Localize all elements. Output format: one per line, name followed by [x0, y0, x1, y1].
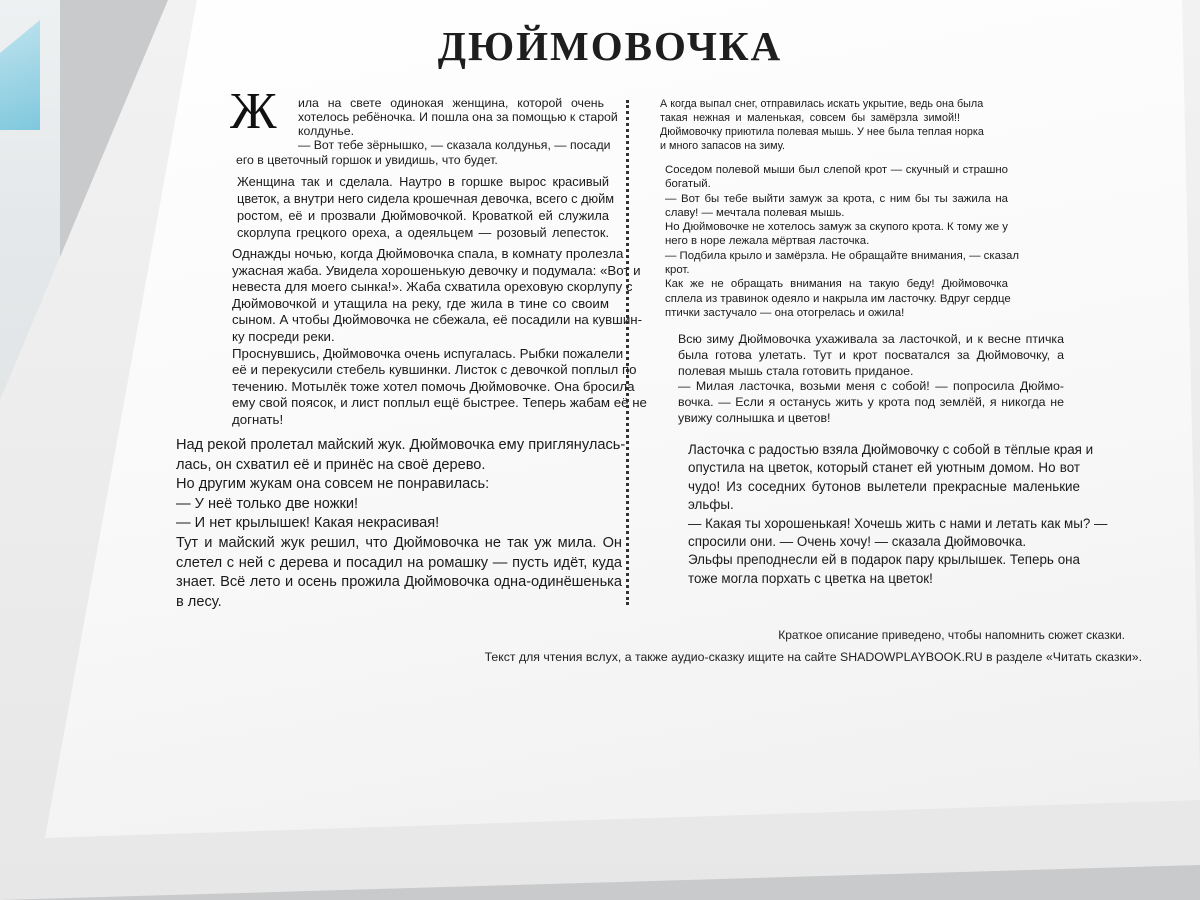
page-title: ДЮЙМОВОЧКА [437, 23, 783, 69]
text-line: была готова улетать. Тут и крот посватался за Дюймовочку, а [678, 347, 1064, 362]
paragraph [660, 97, 984, 153]
text-line: течению. Мотылёк тоже хотел помочь Дюймовочке. Она бросила [232, 378, 635, 394]
text-line: знает. Всё лето и осень прожила Дюймовочка одна-одинёшенька [176, 574, 622, 591]
text-line: Но другим жукам она совсем не понравилась: [176, 476, 490, 493]
paragraph [232, 246, 647, 429]
text-line: Соседом полевой мыши был слепой крот — скучный и страшно [665, 164, 1008, 176]
text-line: цветок, а внутри него сидела крошечная девочка, всего с дюйм [237, 191, 615, 206]
text-line: птички застучало — она отогрелась и ожила! [665, 306, 905, 319]
paragraph [237, 173, 615, 241]
text-line: — Милая ласточка, возьми меня с собой! — попросила Дюймо- [678, 379, 1064, 394]
text-line: Проснувшись, Дюймовочка очень испугалась. Рыбки пожалели [232, 345, 624, 361]
text-line: его в цветочный горшок и увидишь, что будет. [236, 153, 498, 167]
text-line: ему свой поясок, и лист поплыл ещё быстрее. Теперь жабам её не [232, 395, 647, 411]
text-line: ростом, её и прозвали Дюймовочкой. Кроваткой ей служила [237, 208, 609, 223]
text-line: А когда выпал снег, отправилась искать укрытие, ведь она была [660, 98, 984, 110]
text-line: догнать! [232, 411, 284, 427]
column-divider [626, 100, 629, 605]
text-line: сплела из травинок одеяло и накрыла им ласточку. Вдруг сердце [665, 292, 1011, 305]
text-line: славу! — мечтала полевая мышь. [665, 206, 845, 219]
text-line: ила на свете одинокая женщина, которой очень [298, 96, 604, 110]
text-line: Тут и майский жук решил, что Дюймовочка не так уж мила. Он [176, 534, 622, 551]
paragraph [665, 163, 1019, 320]
text-line: эльфы. [688, 497, 734, 513]
text-line: полевая мышь стала готовить приданое. [678, 363, 914, 378]
text-line: такая нежная и маленькая, совсем бы замёрзла зимой!! [660, 112, 960, 124]
text-line: в лесу. [176, 593, 222, 610]
text-line: вочка. — Если я останусь жить у крота под землёй, я никогда не [678, 395, 1064, 410]
text-line: крот. [665, 264, 690, 277]
text-line: сыном. А чтобы Дюймовочка не сбежала, её посадили на кувшин- [232, 312, 643, 328]
text-line: колдунье. [298, 124, 355, 138]
text-line: увижу солнышка и цветов! [678, 410, 831, 425]
text-line: богатый. [665, 178, 711, 191]
text-line: — Какая ты хорошенькая! Хочешь жить с нами и летать как мы? — [688, 515, 1108, 531]
text-line: тоже могла порхать с цветка на цветок! [688, 570, 933, 586]
text-line: него в норе лежала мёртвая ласточка. [665, 235, 870, 248]
drop-cap: Ж [230, 83, 277, 140]
text-line: скорлупа грецкого ореха, а одеяльцем — розовый лепесток. [237, 225, 609, 240]
text-line: Дюймовочкой и утащила на реку, где жила в тине со своим [232, 295, 609, 311]
text-line: невеста для моего сынка!». Жаба схватила ореховую скорлупу с [232, 279, 633, 295]
text-line: — И нет крылышек! Какая некрасивая! [176, 515, 440, 532]
text-line: ужасная жаба. Увидела хорошенькую девочку и подумала: «Вот и [232, 262, 641, 278]
text-line: её и перекусили стебель кувшинки. Листок с девочкой поплыл по [232, 362, 637, 378]
text-line: чудо! Из соседних бутонов вылетели прекрасные маленькие [688, 478, 1080, 494]
text-line: спросили они. — Очень хочу! — сказала Дюймовочка. [688, 534, 1027, 550]
text-line: Как же не обращать внимания на такую беду! Дюймовочка [665, 278, 1008, 291]
text-line: Однажды ночью, когда Дюймовочка спала, в комнату пролезла [232, 246, 624, 261]
text-line: хотелось ребёночка. И пошла она за помощью к старой [298, 110, 618, 124]
text-line: — У неё только две ножки! [176, 495, 359, 512]
text-line: Но Дюймовочке не хотелось замуж за скупого крота. К тому же у [665, 221, 1008, 234]
text-line: ку посреди реки. [232, 328, 335, 344]
text-line: Эльфы преподнесли ей в подарок пару крылышек. Теперь она [688, 552, 1080, 568]
text-line: и много запасов на зиму. [660, 140, 786, 152]
text-line: Всю зиму Дюймовочка ухаживала за ласточкой, и к весне птичка [678, 332, 1064, 346]
text-line: опустила на цветок, который станет ей уютным домом. Но вот [688, 460, 1080, 476]
text-line: слетел с ней с дерева и посадил на ромашку — пусть идёт, куда [176, 554, 622, 571]
text-line: лась, он схватил её и принёс на своё дерево. [176, 456, 486, 473]
paragraph [236, 153, 606, 167]
footer-website-note: Текст для чтения вслух, а также аудио-сказку ищите на сайте SHADOWPLAYBOOK.RU в разделе «Читать сказки». [484, 650, 1142, 664]
text-line: Ласточка с радостью взяла Дюймовочку с собой в тёплые края и [688, 442, 1094, 457]
text-line: Над рекой пролетал майский жук. Дюймовочка ему приглянулась- [176, 437, 626, 453]
text-line: — Вот бы тебе выйти замуж за крота, с ним бы ты зажила на [665, 192, 1008, 205]
paragraph [176, 436, 626, 612]
text-line: — Подбила крыло и замёрзла. Не обращайте внимания, — сказал [665, 249, 1019, 262]
text-line: Дюймовочку приютила полевая мышь. У нее была теплая норка [660, 126, 984, 138]
text-line: — Вот тебе зёрнышко, — сказала колдунья, — посади [298, 138, 611, 152]
text-line: Женщина так и сделала. Наутро в горшке вырос красивый [237, 174, 609, 189]
paragraph [678, 332, 1064, 427]
footer-note: Краткое описание приведено, чтобы напомнить сюжет сказки. [778, 628, 1125, 642]
paragraph [298, 96, 618, 152]
paragraph [688, 441, 1108, 588]
